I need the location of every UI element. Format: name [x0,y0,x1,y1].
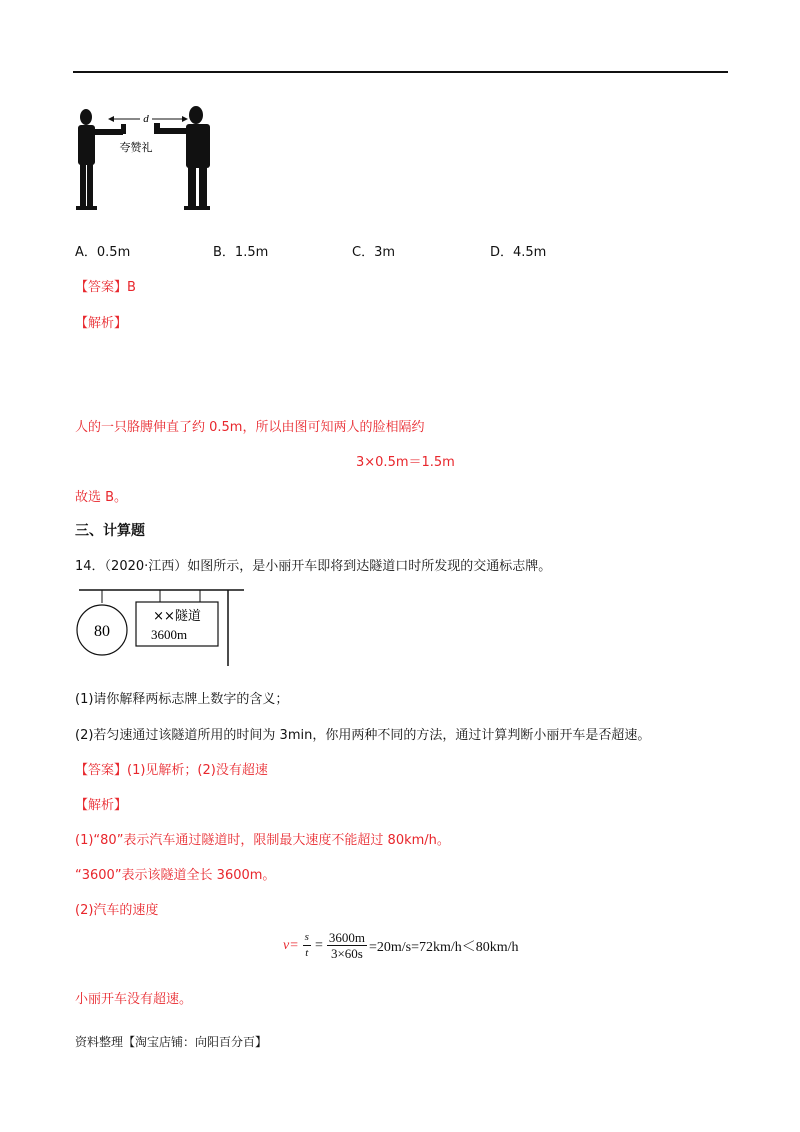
eq-s-over-t [303,930,311,961]
q14-analysis-3: (2)汽车的速度 [75,903,159,918]
q13-answer: 【答案】B [75,280,136,295]
eq-num: 3600m [328,930,365,945]
q14-analysis-1: (1)“80”表示汽车通过隧道时，限制最大速度不能超过 80km/h。 [75,833,450,848]
q14-conclusion: 小丽开车没有超速。 [75,992,193,1007]
eq-v: v= [283,937,299,953]
q14-answer: 【答案】(1)见解析；(2)没有超速 [75,763,268,778]
option-c: C．3m [352,245,396,260]
figure-caption: 夸赞礼 [119,141,153,154]
eq-den: 3×60s [330,946,363,961]
footer-text: 资料整理【淘宝店铺：向阳百分百】 [75,1035,268,1049]
q14-sub2: (2)若匀速通过该隧道所用的时间为 3min，你用两种不同的方法，通过计算判断小丽开车是否超速。 [75,728,651,743]
section-title: 三、计算题 [75,523,145,539]
eq-rest: =20m/s=72km/h＜80km/h [368,939,519,955]
option-b: B．1.5m [213,245,269,260]
header-rule [73,71,728,73]
option-d: D．4.5m [490,245,547,260]
q14-analysis-2: “3600”表示该隧道全长 3600m。 [75,868,276,883]
tunnel-length: 3600m [150,627,188,642]
option-a: A．0.5m [75,245,131,260]
left-person-silhouette [76,109,126,210]
q14-sub1: (1)请你解释两标志牌上数字的含义； [75,692,289,707]
figure-traffic-signs [74,586,254,670]
q13-formula: 3×0.5m＝1.5m [356,455,455,470]
tunnel-name: ××隧道 [153,609,201,624]
eq-value-fraction [327,930,367,961]
eq-t: t [305,947,309,959]
speed-equation: v= $\frac{s}{t}$ = $\frac{3600m}{3\times 60s}$ =20m/s=72km/h＜80km/h [283,930,519,961]
q14-stem: 14．（2020·江西）如图所示，是小丽开车即将到达隧道口时所发现的交通标志牌。 [75,559,552,574]
q13-conclusion: 故选 B。 [75,490,128,505]
eq-s: s [303,930,311,946]
figure-people-thumbs-up [74,104,224,214]
q13-analysis-line: 人的一只胳膊伸直了约 0.5m，所以由图可知两人的脸相隔约 [75,420,425,435]
q14-analysis-label: 【解析】 [75,798,128,813]
q13-analysis-label: 【解析】 [75,316,128,331]
speed-limit-value: 80 [94,623,110,640]
distance-label: d [143,113,149,125]
